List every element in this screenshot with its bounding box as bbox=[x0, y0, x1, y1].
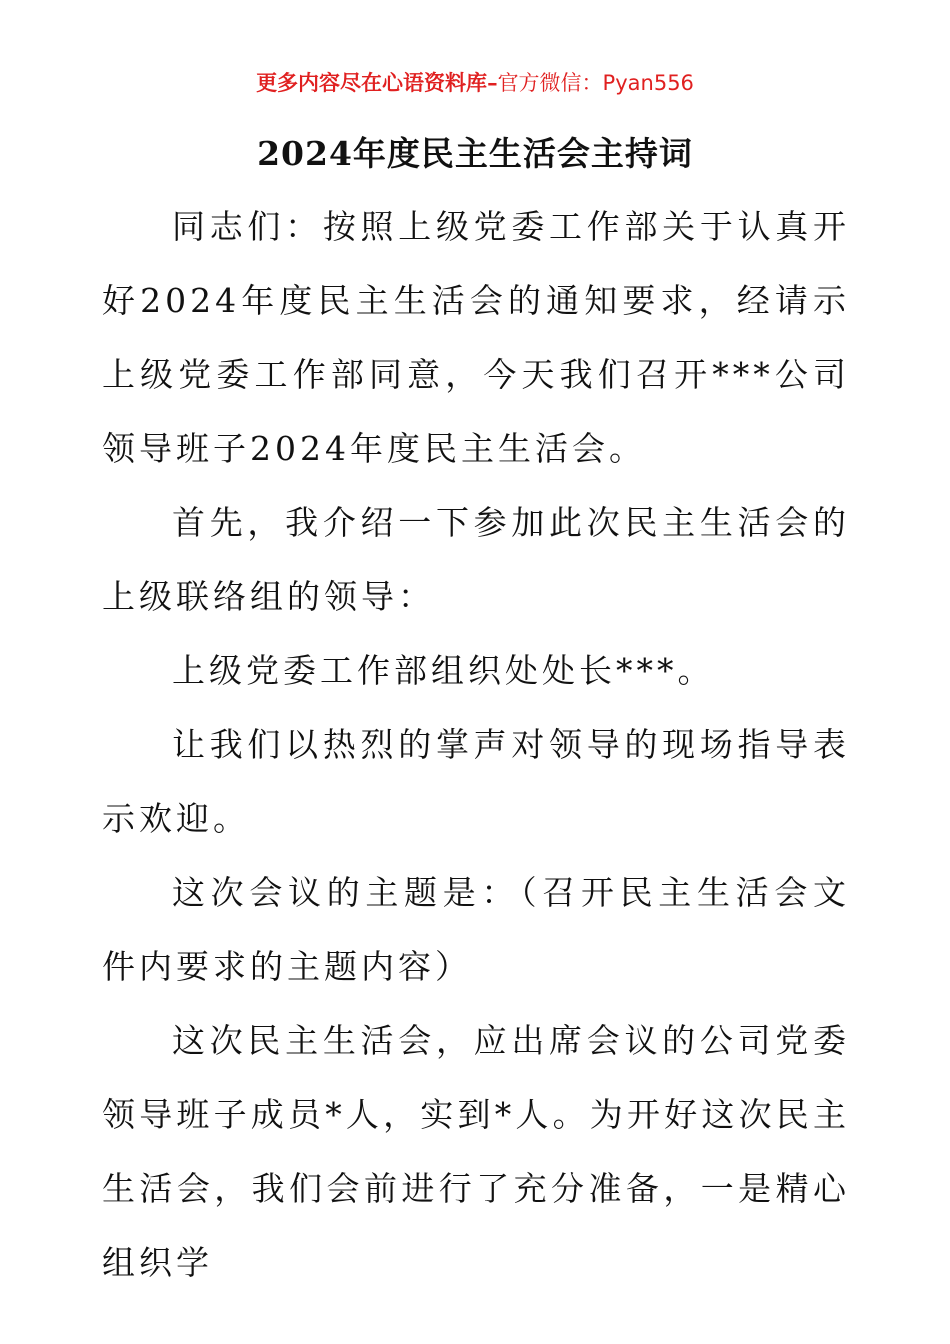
paragraph-1: 同志们：按照上级党委工作部关于认真开好2024年度民主生活会的通知要求，经请示上级党委工作部同意，今天我们召开***公司领导班子2024年度民主生活会。 bbox=[102, 207, 850, 468]
header-separator: – bbox=[487, 70, 498, 95]
paragraph-6: 这次民主生活会，应出席会议的公司党委领导班子成员*人，实到*人。为开好这次民主生活会，我们会前进行了充分准备，一是精心组织学 bbox=[102, 1021, 850, 1282]
document-title: 2024年度民主生活会主持词 bbox=[257, 134, 693, 173]
paragraph-2: 首先，我介绍一下参加此次民主生活会的上级联络组的领导： bbox=[102, 503, 850, 616]
paragraph-3: 上级党委工作部组织处处长***。 bbox=[172, 651, 715, 690]
header-wechat-text: 官方微信：Pyan556 bbox=[497, 71, 694, 95]
paragraph-5: 这次会议的主题是：（召开民主生活会文件内要求的主题内容） bbox=[102, 873, 850, 986]
paragraph-4: 让我们以热烈的掌声对领导的现场指导表示欢迎。 bbox=[102, 725, 850, 838]
header-site-text: 更多内容尽在心语资料库 bbox=[256, 70, 488, 95]
watermark-header bbox=[0, 68, 950, 98]
document-body bbox=[102, 190, 850, 1300]
